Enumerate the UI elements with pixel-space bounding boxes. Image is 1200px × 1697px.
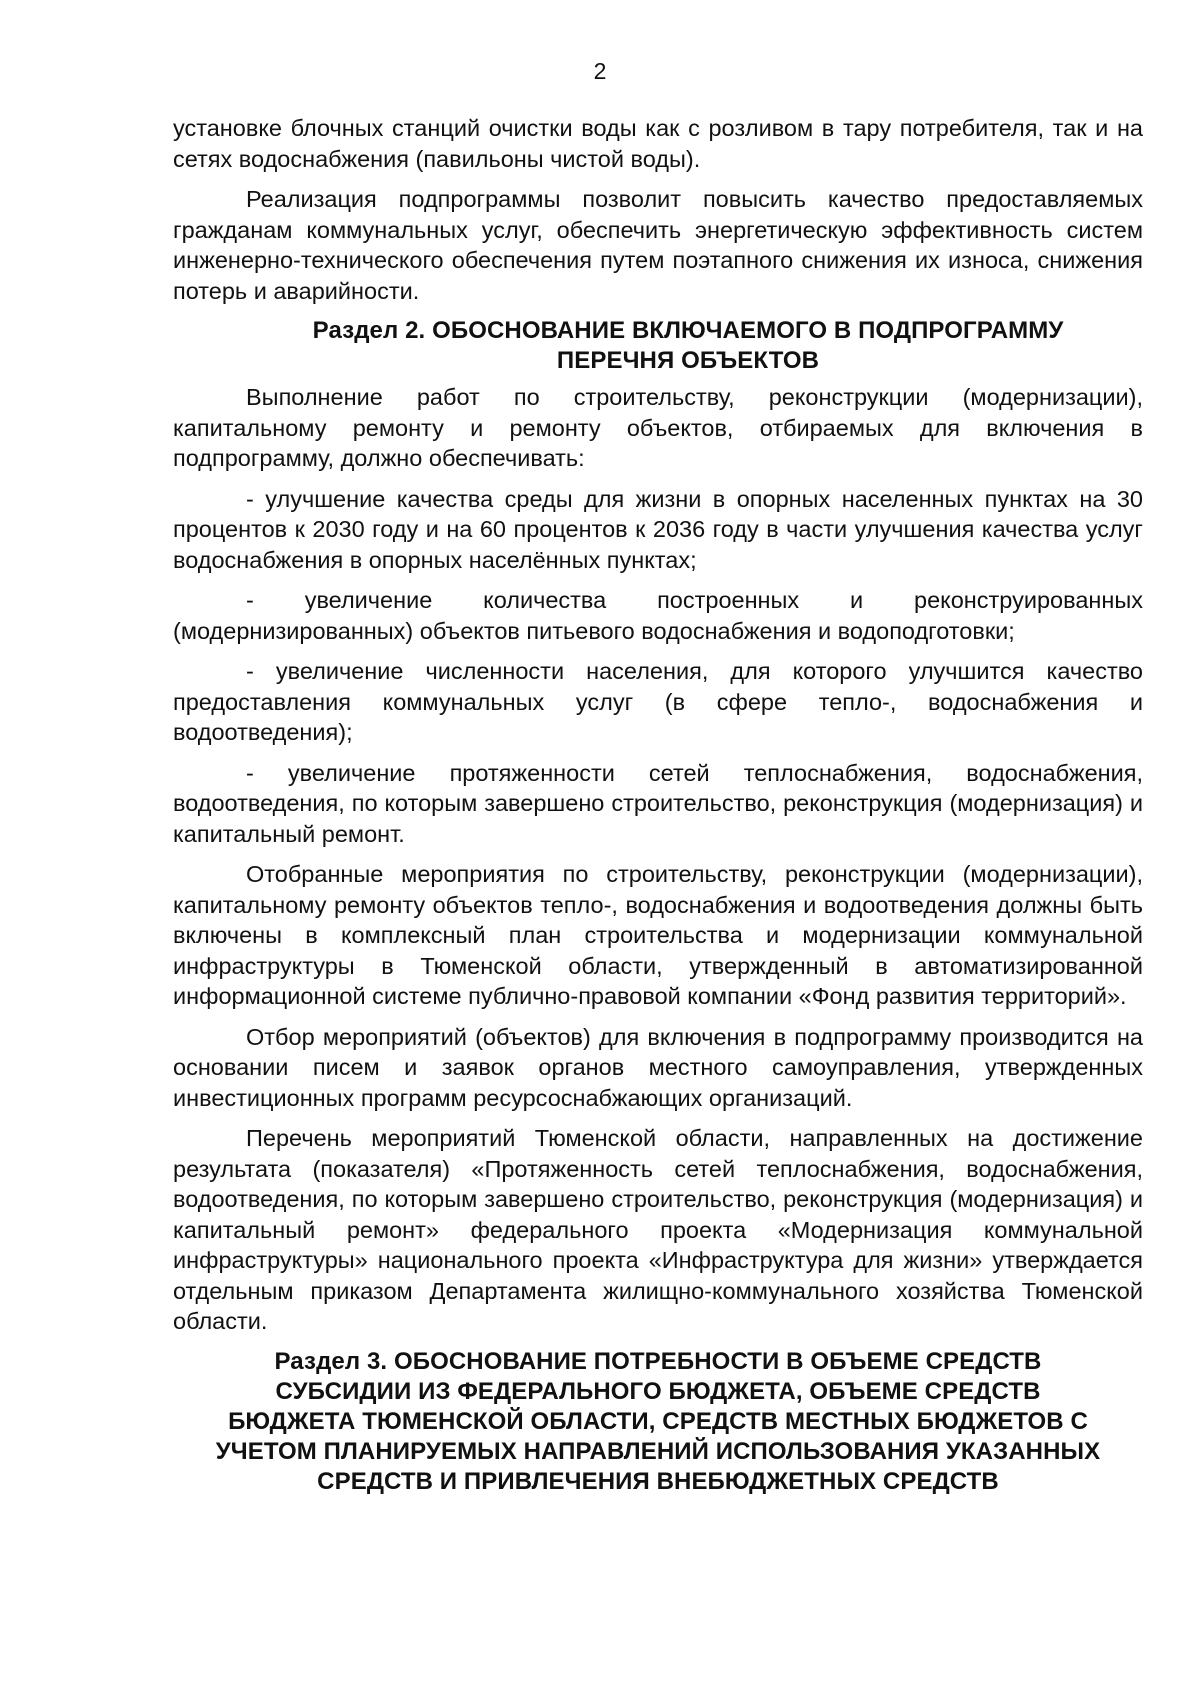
section-2-paragraph: Выполнение работ по строительству, реконструкции (модернизации), капитальному ремонту и ремонту объектов, отбираемых для включения в подпрограмму, должно обеспечивать: — [173, 384, 1143, 471]
section-2-list-item: - увеличение количества построенных и реконструированных (модернизированных) объектов питьевого водоснабжения и водоподготовки; — [173, 587, 1143, 644]
page-number: 2 — [593, 58, 607, 84]
section-2-list-item: - увеличение численности населения, для которого улучшится качество предоставления коммунальных услуг (в сфере тепло-, водоснабжения и водоотведения); — [173, 658, 1143, 745]
section-2-heading — [173, 316, 1143, 376]
section-3-heading — [173, 1347, 1143, 1497]
section-2-list-item: - улучшение качества среды для жизни в опорных населенных пунктах на 30 процентов к 2030 году и на 60 процентов к 2036 году в части улучшения качества услуг водоснабжения в опорных населённых пунктах; — [173, 485, 1143, 573]
document-body — [173, 113, 1143, 1503]
section-2-paragraph: Перечень мероприятий Тюменской области, направленных на достижение результата (показателя) «Протяженность сетей теплоснабжения, водоснабжения, водоотведения, по которым завершено строительство, реконструкция (модернизация) и капитальный ремонт» федерального проекта «Модернизация коммунальной инфраструктуры» национального проекта «Инфраструктура для жизни» утверждается отдельным приказом Департамента жилищно-коммунального хозяйства Тюменской области. — [173, 1125, 1143, 1334]
section-3-heading-line: СУБСИДИИ ИЗ ФЕДЕРАЛЬНОГО БЮДЖЕТА, ОБЪЕМЕ СРЕДСТВ — [275, 1377, 1041, 1405]
paragraph-intro-continuation: установке блочных станций очистки воды как с розливом в тару потребителя, так и на сетях водоснабжения (павильоны чистой воды). — [173, 115, 1143, 172]
section-2-paragraph: Отобранные мероприятия по строительству, реконструкции (модернизации), капитальному ремонту объектов тепло-, водоснабжения и водоотведения должны быть включены в комплексный план строительства и модернизации коммунальной инфраструктуры в Тюменской области, утвержденный в автоматизированной информационной системе публично-правовой компании «Фонд развития территорий». — [173, 861, 1143, 1009]
section-3-heading-line: Раздел 3. ОБОСНОВАНИЕ ПОТРЕБНОСТИ В ОБЪЕМЕ СРЕДСТВ — [274, 1347, 1042, 1375]
paragraph-intro: Реализация подпрограммы позволит повысить качество предоставляемых гражданам коммунальных услуг, обеспечить энергетическую эффективность систем инженерно-технического обеспечения путем поэтапного снижения их износа, снижения потерь и аварийности. — [173, 186, 1143, 304]
section-2-heading-line: Раздел 2. ОБОСНОВАНИЕ ВКЛЮЧАЕМОГО В ПОДПРОГРАММУ — [312, 317, 1064, 344]
section-2-heading-line: ПЕРЕЧНЯ ОБЪЕКТОВ — [556, 347, 820, 374]
section-2-paragraph: Отбор мероприятий (объектов) для включения в подпрограмму производится на основании писем и заявок органов местного самоуправления, утвержденных инвестиционных программ ресурсоснабжающих организаций. — [173, 1023, 1143, 1111]
section-2-list-item: - увеличение протяженности сетей теплоснабжения, водоснабжения, водоотведения, по которым завершено строительство, реконструкция (модернизация) и капитальный ремонт. — [173, 759, 1143, 847]
section-3-heading-line: СРЕДСТВ И ПРИВЛЕЧЕНИЯ ВНЕБЮДЖЕТНЫХ СРЕДСТВ — [317, 1467, 999, 1495]
section-3-heading-line: УЧЕТОМ ПЛАНИРУЕМЫХ НАПРАВЛЕНИЙ ИСПОЛЬЗОВАНИЯ УКАЗАННЫХ — [215, 1437, 1101, 1465]
section-3-heading-line: БЮДЖЕТА ТЮМЕНСКОЙ ОБЛАСТИ, СРЕДСТВ МЕСТНЫХ БЮДЖЕТОВ С — [228, 1407, 1088, 1435]
